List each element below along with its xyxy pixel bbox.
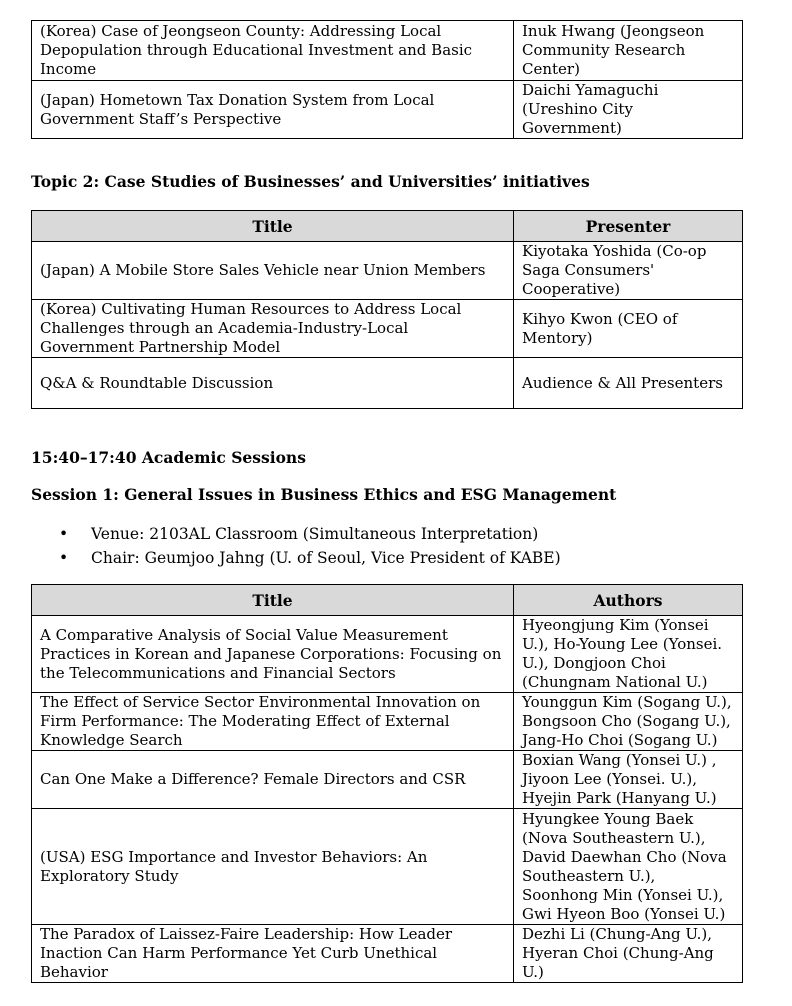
authors-cell: Hyeongjung Kim (Yonsei U.), Ho-Young Lee (Yonsei. U.), Dongjoon Choi (Chungnam National U.) (514, 616, 743, 693)
table-row (32, 242, 743, 300)
table-row (32, 21, 743, 81)
presenter-column-header: Presenter (514, 211, 743, 242)
session-title-cell: (Japan) Hometown Tax Donation System from Local Government Staff’s Perspective (32, 81, 514, 139)
paper-title-cell: (USA) ESG Importance and Investor Behaviors: An Exploratory Study (32, 809, 514, 925)
paper-title-cell: A Comparative Analysis of Social Value Measurement Practices in Korean and Japanese Corporations: Focusing on the Telecommunications and Financial Sectors (32, 616, 514, 693)
title-column-header: Title (32, 585, 514, 616)
session-title-cell: (Korea) Cultivating Human Resources to Address Local Challenges through an Academia-Industry-Local Government Partnership Model (32, 300, 514, 358)
table-row (32, 751, 743, 809)
chair-text: Chair: Geumjoo Jahng (U. of Seoul, Vice President of KABE) (91, 549, 561, 567)
title-column-header: Title (32, 211, 514, 242)
authors-column-header: Authors (514, 585, 743, 616)
authors-cell: Dezhi Li (Chung-Ang U.), Hyeran Choi (Chung-Ang U.) (514, 925, 743, 983)
table-row (32, 925, 743, 983)
table-header-row (32, 585, 743, 616)
session-info-list (31, 522, 561, 570)
topic1-table (31, 20, 743, 139)
authors-cell: Younggun Kim (Sogang U.), Bongsoon Cho (Sogang U.), Jang-Ho Choi (Sogang U.) (514, 693, 743, 751)
bullet-icon: • (59, 525, 69, 543)
list-item (31, 522, 561, 546)
presenter-cell: Kihyo Kwon (CEO of Mentory) (514, 300, 743, 358)
academic-sessions-heading: 15:40–17:40 Academic Sessions (31, 448, 306, 467)
table-row (32, 616, 743, 693)
authors-cell: Boxian Wang (Yonsei U.) , Jiyoon Lee (Yonsei. U.), Hyejin Park (Hanyang U.) (514, 751, 743, 809)
paper-title-cell: The Paradox of Laissez-Faire Leadership: How Leader Inaction Can Harm Performance Yet Curb Unethical Behavior (32, 925, 514, 983)
table-row (32, 300, 743, 358)
presenter-cell: Daichi Yamaguchi (Ureshino City Government) (514, 81, 743, 139)
presenter-cell: Kiyotaka Yoshida (Co-op Saga Consumers' Cooperative) (514, 242, 743, 300)
venue-text: Venue: 2103AL Classroom (Simultaneous Interpretation) (91, 525, 539, 543)
session1-table (31, 584, 743, 983)
table-row (32, 358, 743, 409)
presenter-cell: Audience & All Presenters (514, 358, 743, 409)
session1-heading: Session 1: General Issues in Business Ethics and ESG Management (31, 485, 617, 504)
authors-cell: Hyungkee Young Baek (Nova Southeastern U.), David Daewhan Cho (Nova Southeastern U.), Soonhong Min (Yonsei U.), Gwi Hyeon Boo (Yonsei U.) (514, 809, 743, 925)
session-title-cell: Q&A & Roundtable Discussion (32, 358, 514, 409)
session-title-cell: (Korea) Case of Jeongseon County: Addressing Local Depopulation through Educational Investment and Basic Income (32, 21, 514, 81)
table-header-row (32, 211, 743, 242)
paper-title-cell: Can One Make a Difference? Female Directors and CSR (32, 751, 514, 809)
bullet-icon: • (59, 549, 69, 567)
session-title-cell: (Japan) A Mobile Store Sales Vehicle near Union Members (32, 242, 514, 300)
table-row (32, 81, 743, 139)
presenter-cell: Inuk Hwang (Jeongseon Community Research Center) (514, 21, 743, 81)
table-row (32, 809, 743, 925)
list-item (31, 546, 561, 570)
paper-title-cell: The Effect of Service Sector Environmental Innovation on Firm Performance: The Moderating Effect of External Knowledge Search (32, 693, 514, 751)
topic2-heading: Topic 2: Case Studies of Businesses’ and Universities’ initiatives (31, 172, 590, 191)
table-row (32, 693, 743, 751)
topic2-table (31, 210, 743, 409)
